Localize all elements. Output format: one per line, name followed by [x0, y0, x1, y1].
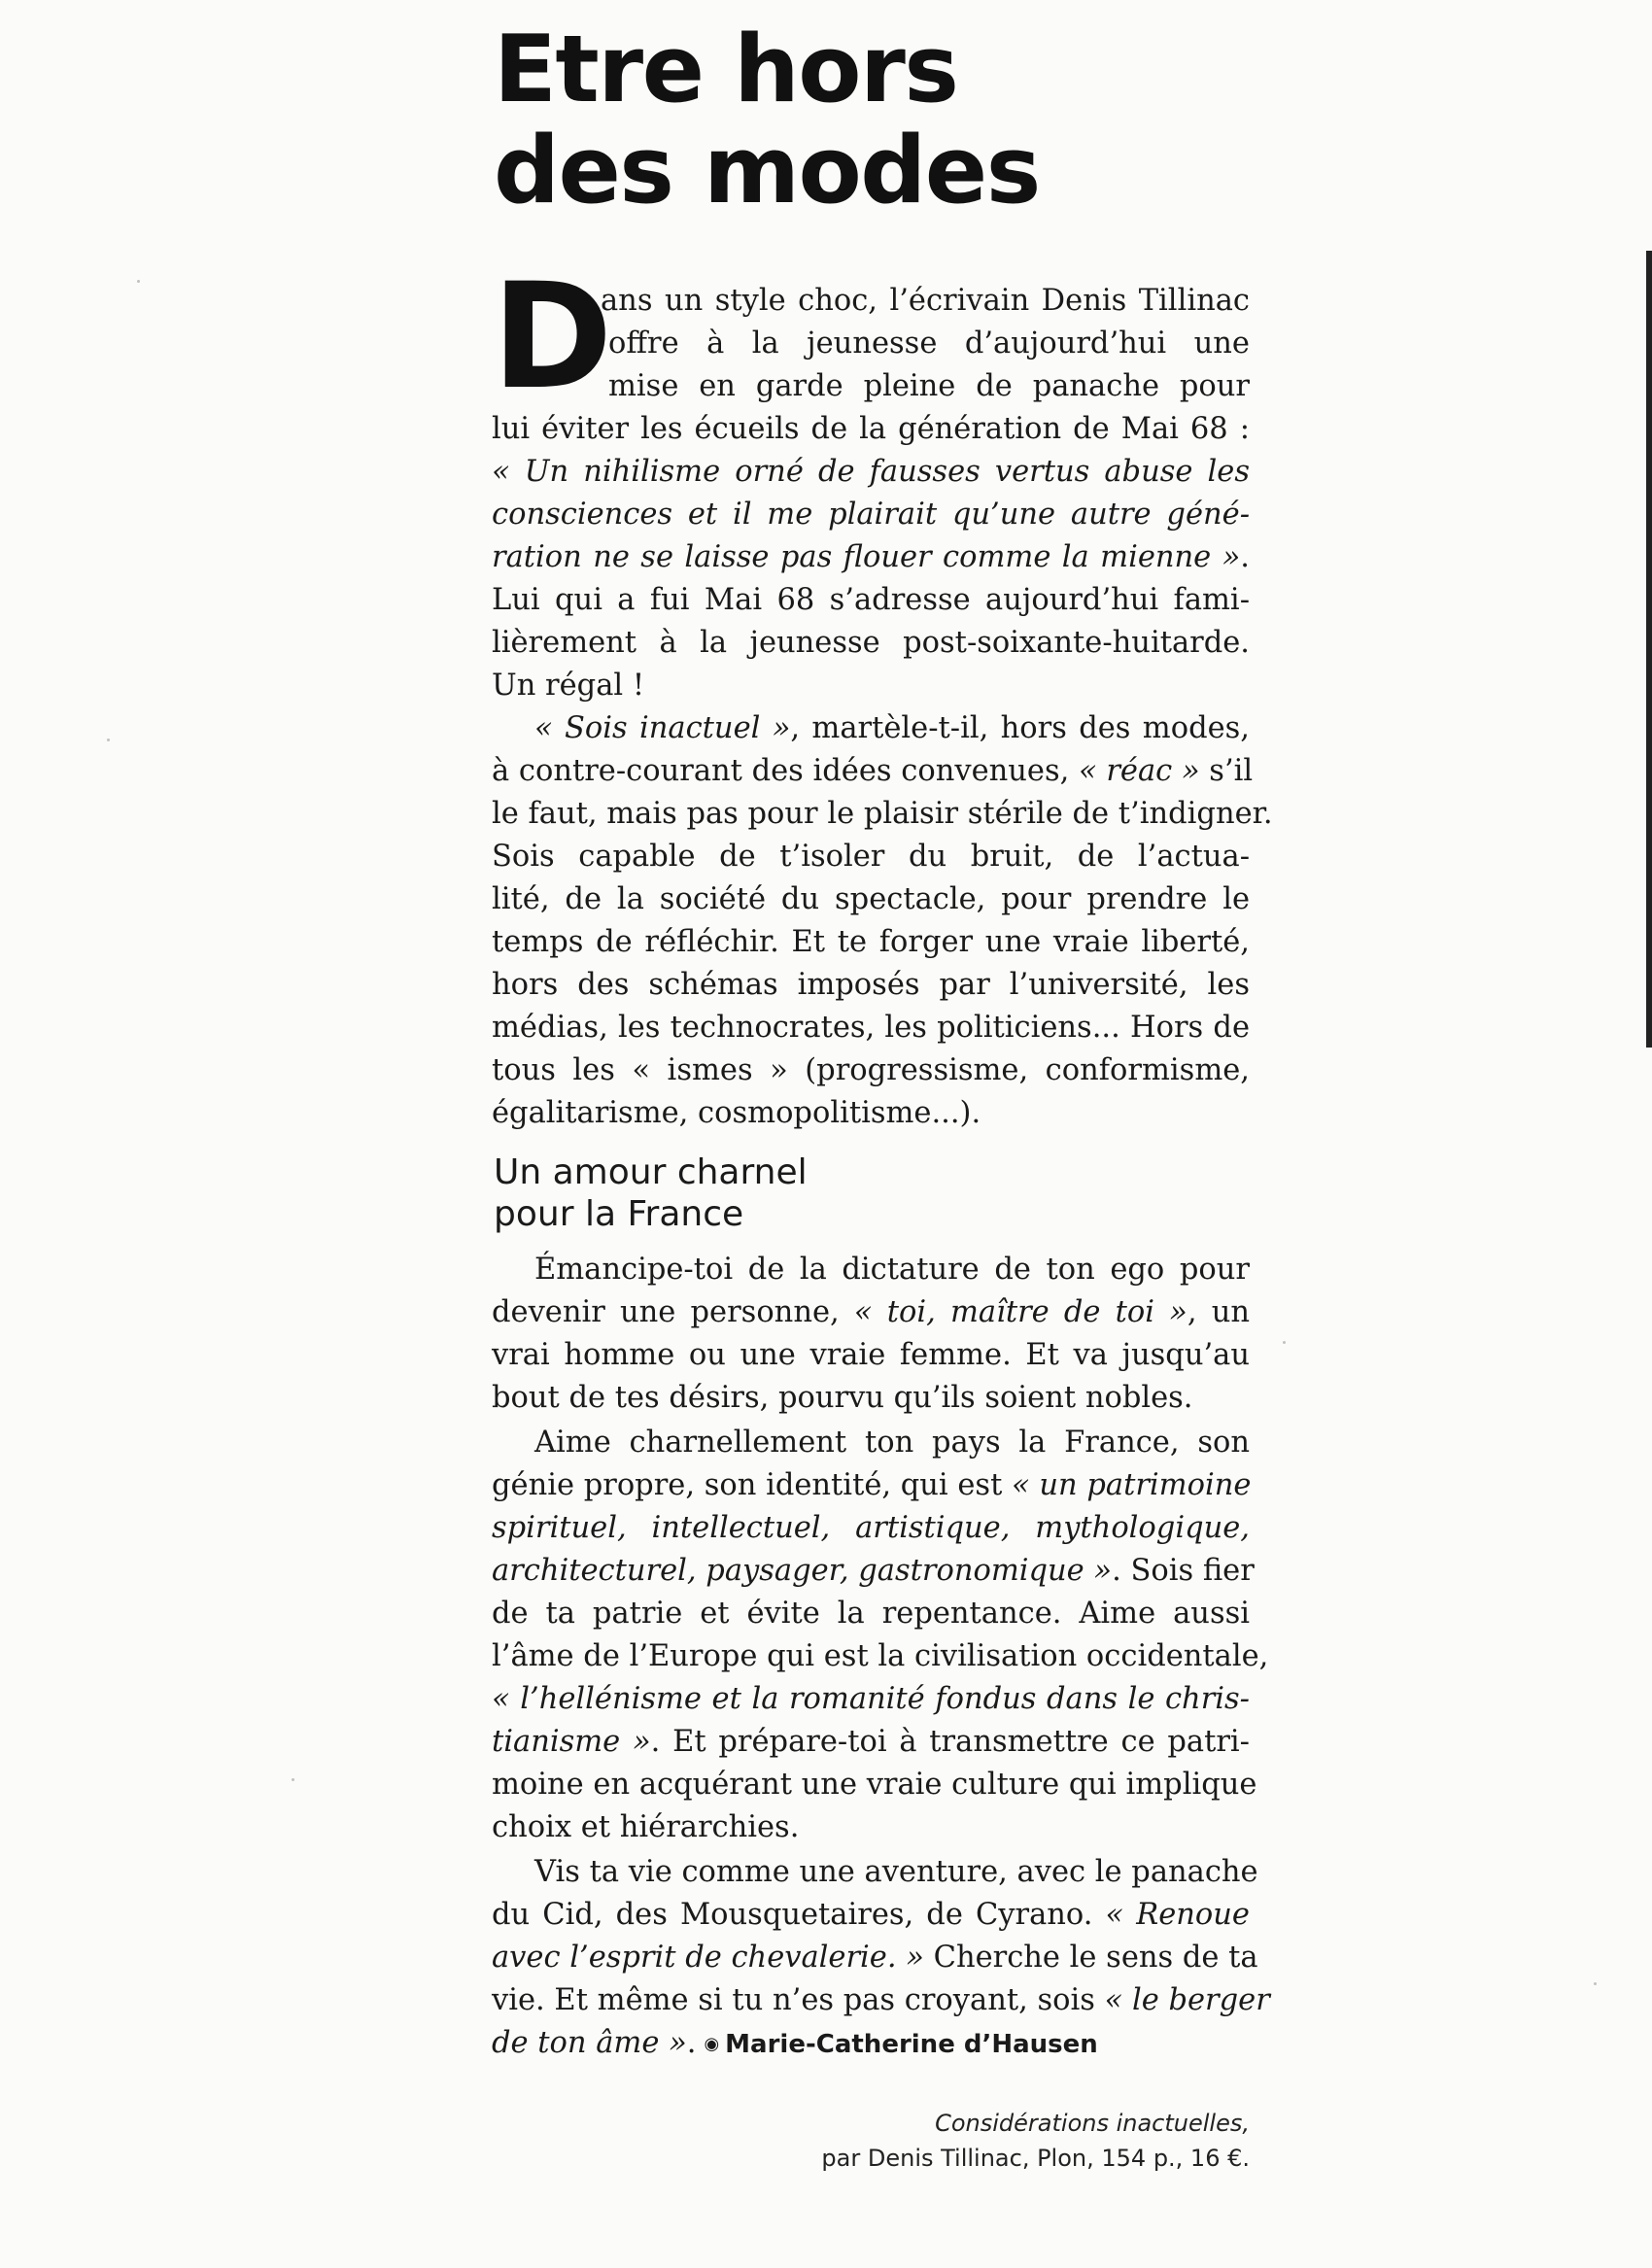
scan-speck: [1283, 1341, 1286, 1344]
drop-cap: D: [492, 253, 613, 422]
body-line: hors des schémas imposés par l’université, les: [492, 968, 1250, 1002]
body-line: Aime charnellement ton pays la France, son: [534, 1426, 1250, 1460]
body-line: égalitarisme, cosmopolitisme...).: [492, 1096, 981, 1130]
body-line: vrai homme ou une vraie femme. Et va jusqu’au: [492, 1338, 1250, 1372]
body-line: vie. Et même si tu n’es pas croyant, sois « le berger: [492, 1983, 1270, 2017]
body-line: choix et hiérarchies.: [492, 1810, 800, 1844]
book-title: Considérations inactuelles,: [935, 2110, 1250, 2137]
end-mark-icon: ◉: [704, 2034, 720, 2054]
body-line: ans un style choc, l’écrivain Denis Tillinac: [601, 284, 1250, 318]
body-line-signature: de ton âme ». ◉ Marie-Catherine d’Hausen: [492, 2026, 1098, 2060]
scan-speck: [137, 280, 140, 283]
body-line: à contre-courant des idées convenues, « réac » s’il: [492, 754, 1254, 788]
body-line: Un régal !: [492, 669, 645, 703]
body-line: le faut, mais pas pour le plaisir stérile de t’indigner.: [492, 797, 1273, 831]
body-line: de ta patrie et évite la repentance. Aime aussi: [492, 1597, 1250, 1631]
body-line: lité, de la société du spectacle, pour prendre le: [492, 882, 1250, 916]
body-line: « Un nihilisme orné de fausses vertus abuse les: [492, 455, 1250, 489]
body-line: avec l’esprit de chevalerie. » Cherche le sens de ta: [492, 1941, 1258, 1975]
body-line: lui éviter les écueils de la génération de Mai 68 :: [492, 412, 1250, 446]
article-title: Etre hors des modes: [494, 17, 1040, 224]
scan-speck: [107, 739, 110, 741]
body-line: lièrement à la jeunesse post-soixante-huitarde.: [492, 626, 1250, 660]
body-line: moine en acquérant une vraie culture qui implique: [492, 1768, 1257, 1802]
body-line: spirituel, intellectuel, artistique, mythologique,: [492, 1511, 1250, 1545]
body-line: consciences et il me plairait qu’une autre géné-: [492, 498, 1250, 532]
section-subheading: Un amour charnel pour la France: [494, 1152, 808, 1234]
body-line: Vis ta vie comme une aventure, avec le panache: [534, 1855, 1258, 1889]
body-line: architecturel, paysager, gastronomique ». Sois fier: [492, 1554, 1255, 1588]
body-line: du Cid, des Mousquetaires, de Cyrano. « Renoue: [492, 1898, 1250, 1932]
body-line: tous les « ismes » (progressisme, conformisme,: [492, 1053, 1250, 1087]
scan-edge-shadow: [1646, 251, 1652, 1048]
body-line: ration ne se laisse pas flouer comme la mienne ».: [492, 540, 1250, 574]
scan-speck: [292, 1778, 294, 1781]
body-line: « l’hellénisme et la romanité fondus dans le chris-: [492, 1682, 1250, 1716]
body-line: médias, les technocrates, les politiciens... Hors de: [492, 1011, 1250, 1045]
body-line: « Sois inactuel », martèle-t-il, hors des modes,: [534, 711, 1251, 745]
scan-speck: [1594, 1982, 1597, 1985]
body-line: mise en garde pleine de panache pour: [608, 369, 1250, 403]
body-line: tianisme ». Et prépare-toi à transmettre ce patri-: [492, 1725, 1250, 1759]
author-name: Marie-Catherine d’Hausen: [725, 2030, 1098, 2059]
body-line: temps de réfléchir. Et te forger une vraie liberté,: [492, 925, 1250, 959]
body-line: offre à la jeunesse d’aujourd’hui une: [608, 326, 1250, 361]
book-publisher: par Denis Tillinac, Plon, 154 p., 16 €.: [821, 2145, 1250, 2172]
body-line: devenir une personne, « toi, maître de toi », un: [492, 1295, 1250, 1329]
body-line: Émancipe-toi de la dictature de ton ego pour: [534, 1253, 1250, 1287]
body-line: bout de tes désirs, pourvu qu’ils soient nobles.: [492, 1381, 1193, 1415]
body-line: Sois capable de t’isoler du bruit, de l’actua-: [492, 840, 1250, 874]
body-line: génie propre, son identité, qui est « un patrimoine: [492, 1468, 1252, 1502]
body-line: l’âme de l’Europe qui est la civilisation occidentale,: [492, 1639, 1269, 1673]
body-line: Lui qui a fui Mai 68 s’adresse aujourd’hui fami-: [492, 583, 1250, 617]
